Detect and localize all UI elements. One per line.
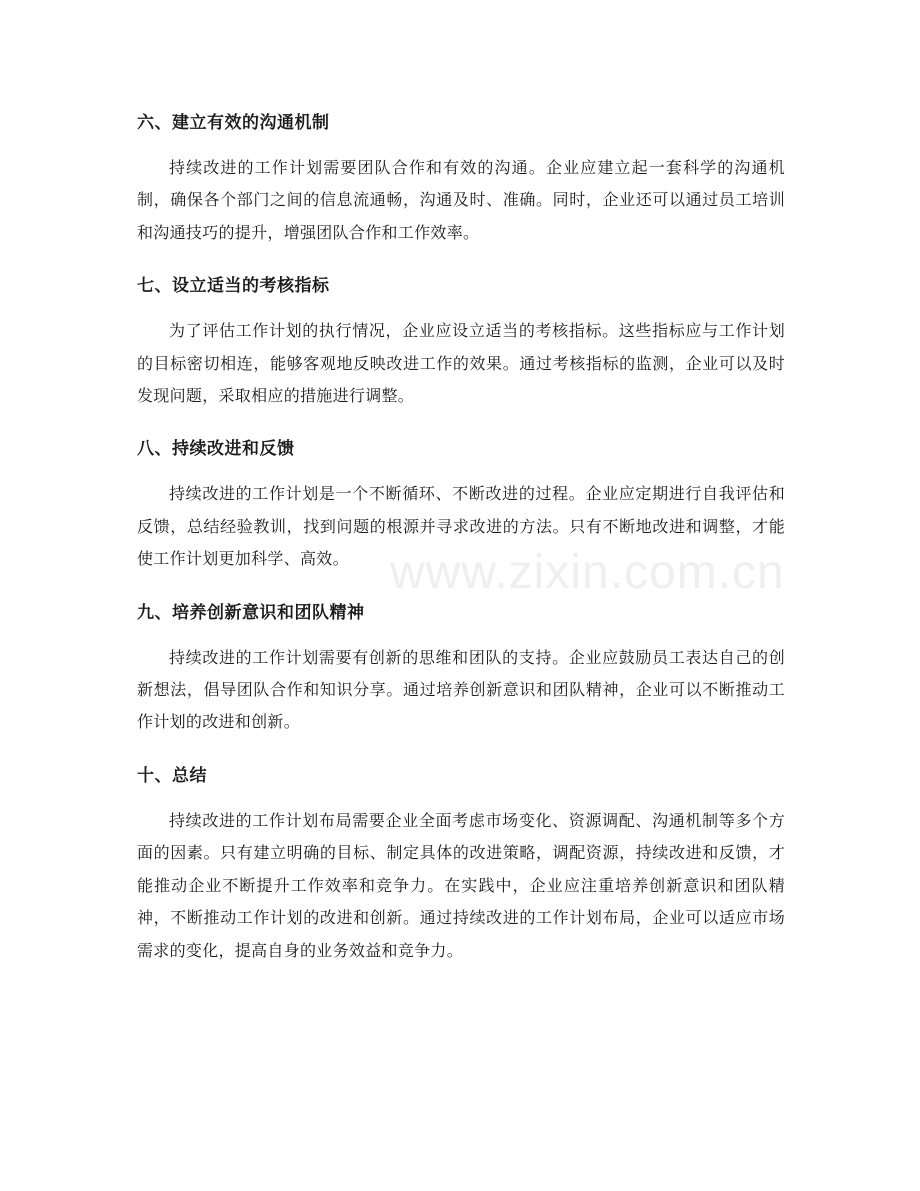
section-heading: 九、培养创新意识和团队精神 xyxy=(137,602,365,623)
section-9 xyxy=(137,598,785,739)
section-paragraph: 持续改进的工作计划需要团队合作和有效的沟通。企业应建立起一套科学的沟通机制，确保各个部门之间的信息流通畅，沟通及时、准确。同时，企业还可以通过员工培训和沟通技巧的提升，增强团队合作和工作效率。 xyxy=(137,158,785,242)
section-heading: 七、设立适当的考核指标 xyxy=(137,276,330,297)
section-paragraph: 持续改进的工作计划需要有创新的思维和团队的支持。企业应鼓励员工表达自己的创新想法，倡导团队合作和知识分享。通过培养创新意识和团队精神，企业可以不断推动工作计划的改进和创新。 xyxy=(137,647,785,732)
section-8 xyxy=(137,434,785,575)
section-heading: 八、持续改进和反馈 xyxy=(137,439,295,460)
document-content xyxy=(137,108,785,989)
section-6 xyxy=(137,108,785,249)
section-7 xyxy=(137,271,785,412)
section-paragraph: 持续改进的工作计划布局需要企业全面考虑市场变化、资源调配、沟通机制等多个方面的因素。只有建立明确的目标、制定具体的改进策略，调配资源，持续改进和反馈，才能推动企业不断提升工作效率和竞争力。在实践中，企业应注重培养创新意识和团队精神，不断推动工作计划的改进和创新。通过持续改进的工作计划布局，企业可以适应市场需求的变化，提高自身的业务效益和竞争力。 xyxy=(137,810,785,960)
section-10 xyxy=(137,761,785,967)
section-heading: 六、建立有效的沟通机制 xyxy=(137,113,330,133)
section-heading: 十、总结 xyxy=(137,765,207,786)
section-paragraph: 为了评估工作计划的执行情况，企业应设立适当的考核指标。这些指标应与工作计划的目标密切相连，能够客观地反映改进工作的效果。通过考核指标的监测，企业可以及时发现问题，采取相应的措施进行调整。 xyxy=(137,321,785,406)
section-paragraph: 持续改进的工作计划是一个不断循环、不断改进的过程。企业应定期进行自我评估和反馈，总结经验教训，找到问题的根源并寻求改进的方法。只有不断地改进和调整，才能使工作计划更加科学、高效。 xyxy=(137,484,785,569)
watermark: www.zixin.com.cn xyxy=(390,546,785,599)
